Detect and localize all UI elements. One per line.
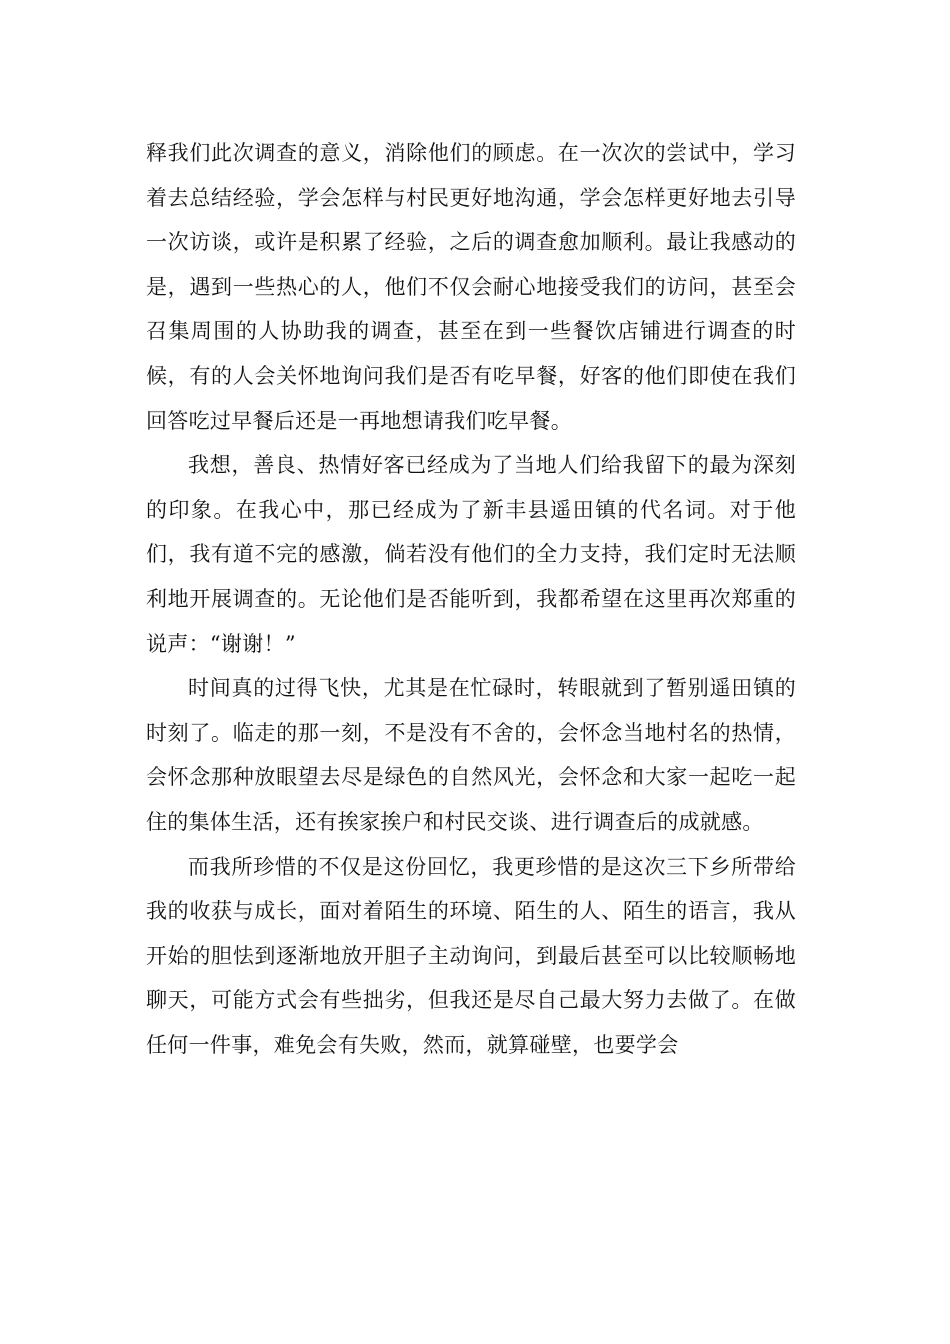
paragraph-1: 释我们此次调查的意义，消除他们的顾虑。在一次次的尝试中，学习着去总结经验，学会怎样与村民更好地沟通，学会怎样更好地去引导一次访谈，或许是积累了经验，之后的调查愈加顺利。最让我感动的是，遇到一些热心的人，他们不仅会耐心地接受我们的访问，甚至会召集周围的人协助我的调查，甚至在到一些餐饮店铺进行调查的时候，有的人会关怀地询问我们是否有吃早餐，好客的他们即使在我们回答吃过早餐后还是一再地想请我们吃早餐。 xyxy=(146,141,796,433)
paragraph-3: 时间真的过得飞快，尤其是在忙碌时，转眼就到了暂别遥田镇的时刻了。临走的那一刻，不是没有不舍的，会怀念当地村名的热情，会怀念那种放眼望去尽是绿色的自然风光，会怀念和大家一起吃一起住的集体生活，还有挨家挨户和村民交谈、进行调查后的成就感。 xyxy=(146,676,796,834)
paragraph-4: 而我所珍惜的不仅是这份回忆，我更珍惜的是这次三下乡所带给我的收获与成长，面对着陌生的环境、陌生的人、陌生的语言，我从开始的胆怯到逐渐地放开胆子主动询问，到最后甚至可以比较顺畅地聊天，可能方式会有些拙劣，但我还是尽自己最大努力去做了。在做任何一件事，难免会有失败，然而，就算碰壁，也要学会 xyxy=(146,854,796,1057)
document-body xyxy=(146,131,796,1067)
paragraph-2: 我想，善良、热情好客已经成为了当地人们给我留下的最为深刻的印象。在我心中，那已经成为了新丰县遥田镇的代名词。对于他们，我有道不完的感激，倘若没有他们的全力支持，我们定时无法顺利地开展调查的。无论他们是否能听到，我都希望在这里再次郑重的说声：“谢谢！” xyxy=(146,453,796,656)
